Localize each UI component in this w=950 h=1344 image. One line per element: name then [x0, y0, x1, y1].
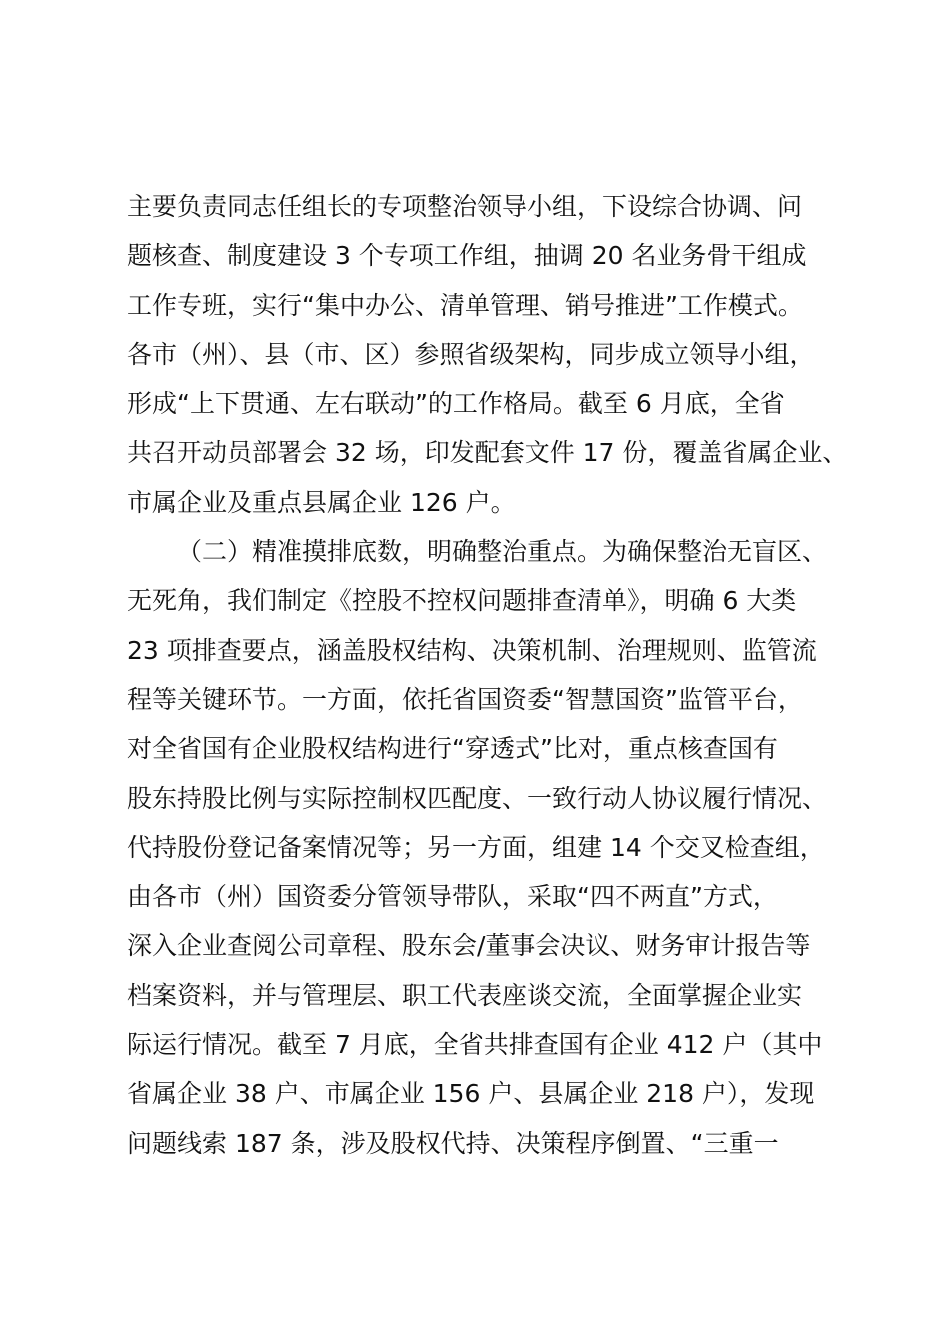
text-line: 股东持股比例与实际控制权匹配度、一致行动人协议履行情况、 [127, 783, 828, 813]
text-line: 各市（州）、县（市、区）参照省级架构，同步成立领导小组， [127, 339, 815, 369]
text-line: 23 项排查要点，涵盖股权结构、决策机制、治理规则、监管流 [127, 635, 817, 665]
text-line: 形成“上下贯通、左右联动”的工作格局。截至 6 月底，全省 [127, 389, 785, 419]
text-line: 对全省国有企业股权结构进行“穿透式”比对，重点核查国有 [127, 734, 778, 764]
text-line: 题核查、制度建设 3 个专项工作组，抽调 20 名业务骨干组成 [127, 241, 807, 271]
text-line: 际运行情况。截至 7 月底，全省共排查国有企业 412 户（其中 [127, 1030, 823, 1060]
text-line: 主要负责同志任组长的专项整治领导小组，下设综合协调、问 [127, 192, 803, 221]
text-line: 问题线索 187 条，涉及股权代持、决策程序倒置、“三重一 [127, 1128, 779, 1158]
text-line: 工作专班，实行“集中办公、清单管理、销号推进”工作模式。 [127, 290, 803, 320]
text-line: 程等关键环节。一方面，依托省国资委“智慧国资”监管平台， [127, 684, 803, 714]
section-heading-line: （二）精准摸排底数，明确整治重点。为确保整治无盲区、 [177, 537, 828, 567]
text-line: 省属企业 38 户、市属企业 156 户、县属企业 218 户），发现 [127, 1079, 815, 1109]
body-text [127, 182, 867, 1168]
text-line: 市属企业及重点县属企业 126 户。 [127, 487, 516, 517]
text-line: 由各市（州）国资委分管领导带队，采取“四不两直”方式， [127, 882, 778, 912]
text-line: 档案资料，并与管理层、职工代表座谈交流，全面掌握企业实 [127, 980, 803, 1010]
text-line: 代持股份登记备案情况等；另一方面，组建 14 个交叉检查组， [127, 832, 825, 862]
text-line: 深入企业查阅公司章程、股东会/董事会决议、财务审计报告等 [127, 931, 811, 961]
text-line: 无死角，我们制定《控股不控权问题排查清单》，明确 6 大类 [127, 586, 797, 616]
text-line: 共召开动员部署会 32 场，印发配套文件 17 份，覆盖省属企业、 [127, 438, 848, 468]
